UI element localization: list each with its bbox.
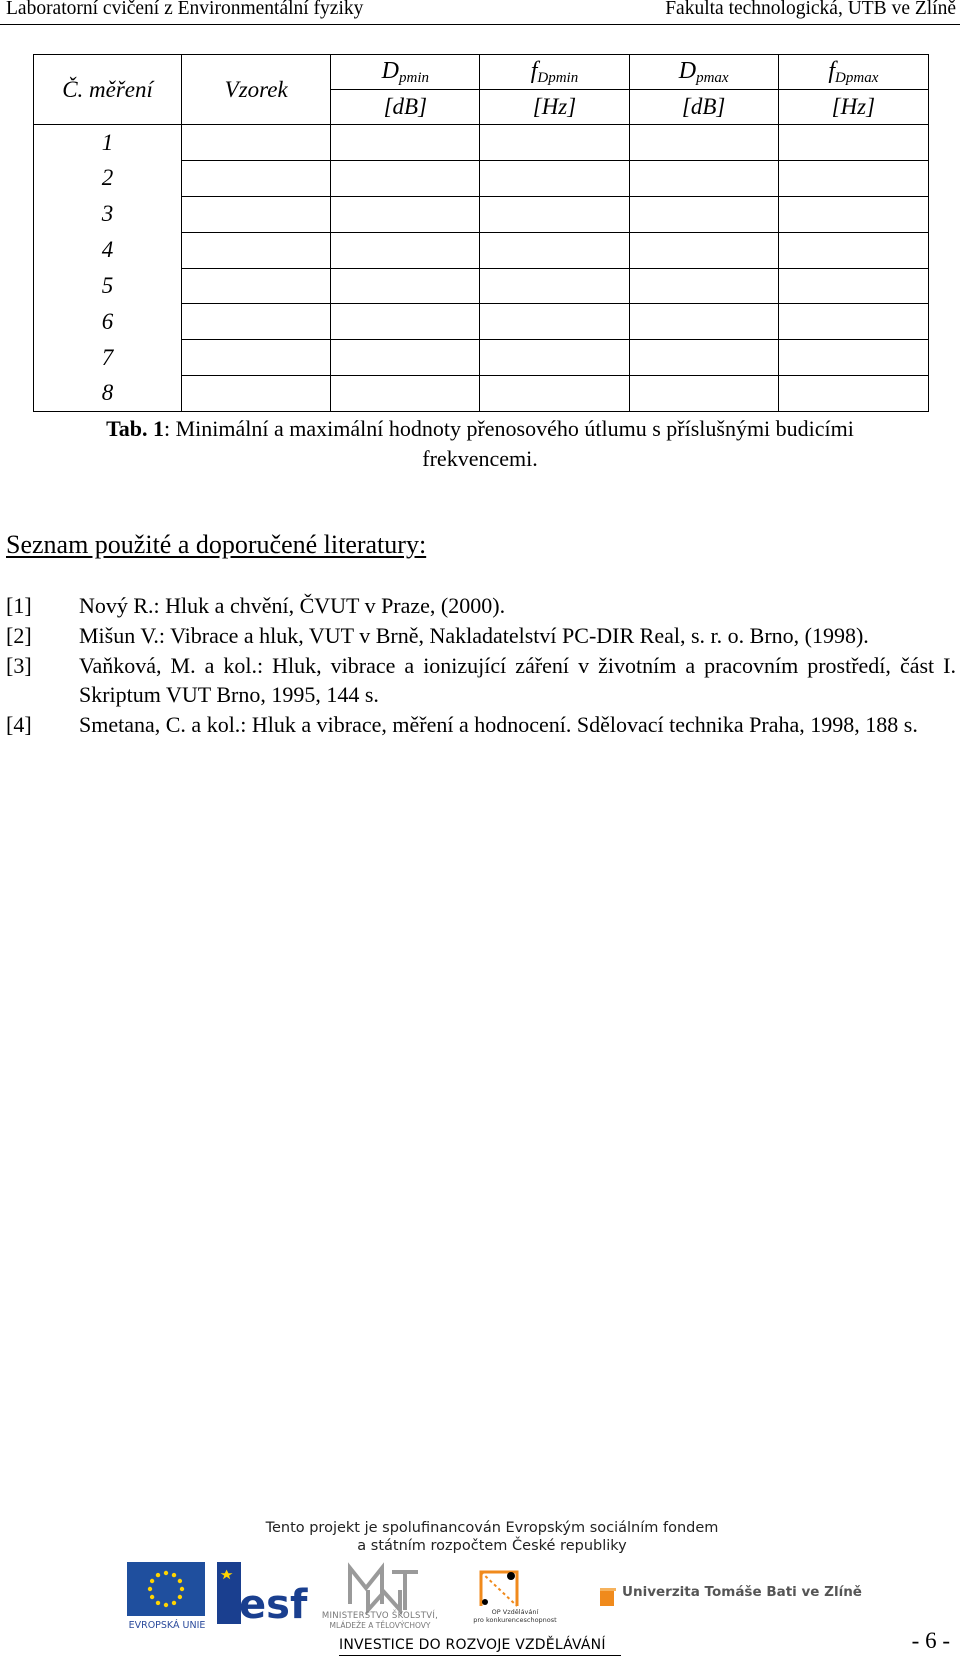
reference-item [6,710,956,739]
caption-text-cont: frekvencemi. [422,446,538,471]
value-cell[interactable] [331,160,480,196]
reference-number: [2] [6,623,32,648]
measurement-number: 8 [34,376,182,412]
utb-logo-mark [598,1586,618,1608]
table-caption [0,414,960,474]
unit-dpmax: [dB] [629,90,778,125]
value-cell[interactable] [629,304,778,340]
value-cell[interactable] [629,125,778,161]
sample-cell[interactable] [182,376,331,412]
measurement-number: 1 [34,125,182,161]
value-cell[interactable] [331,376,480,412]
table-row [34,196,929,232]
page-header [0,0,960,24]
value-cell[interactable] [331,232,480,268]
value-cell[interactable] [331,125,480,161]
reference-number: [4] [6,712,32,737]
op-caption: OP Vzdělávání [491,1608,539,1616]
value-cell[interactable] [778,232,928,268]
value-cell[interactable] [480,304,629,340]
reference-text: Vaňková, M. a kol.: Hluk, vibrace a ionizující záření v životním a pracovním prostředí, část I. Skriptum VUT Brno, 1995, 144 s. [79,653,956,707]
investice-rule [339,1655,621,1656]
table-row [34,268,929,304]
unit-fdpmin: [Hz] [480,90,629,125]
sample-cell[interactable] [182,304,331,340]
unit-fdpmax: [Hz] [778,90,928,125]
table-row [34,340,929,376]
eu-star-icon [178,1579,182,1583]
reference-list [6,591,956,739]
measurement-table [33,54,929,412]
value-cell[interactable] [480,196,629,232]
measurement-number: 3 [34,196,182,232]
table-row [34,160,929,196]
header-course-title: Laboratorní cvičení z Environmentální fyziky [6,0,364,19]
sample-cell[interactable] [182,268,331,304]
header-sample: Vzorek [182,55,331,125]
measurement-number: 6 [34,304,182,340]
value-cell[interactable] [778,125,928,161]
eu-star-icon [156,1601,160,1605]
eu-star-icon [148,1587,152,1591]
value-cell[interactable] [778,196,928,232]
value-cell[interactable] [331,304,480,340]
reference-text: Smetana, C. a kol.: Hluk a vibrace, měření a hodnocení. Sdělovací technika Praha, 1998, 188 s. [79,712,918,737]
value-cell[interactable] [778,304,928,340]
unit-dpmin: [dB] [331,90,480,125]
header-dpmax: $D_{pmax}$ [629,55,778,90]
eu-star-icon [180,1587,184,1591]
value-cell[interactable] [480,160,629,196]
reference-number: [1] [6,593,32,618]
funding-statement: Tento projekt je spolufinancován Evropským sociálním fondem [265,1520,719,1536]
value-cell[interactable] [629,232,778,268]
header-measurement-number: Č. měření [34,55,182,125]
measurement-number: 2 [34,160,182,196]
measurement-number: 4 [34,232,182,268]
reference-item [6,651,956,709]
caption-label: Tab. 1 [106,416,164,441]
reference-number: [3] [6,653,32,678]
value-cell[interactable] [480,232,629,268]
sample-cell[interactable] [182,196,331,232]
sample-cell[interactable] [182,340,331,376]
msmt-caption-cont: MLÁDEŽE A TĚLOVÝCHOVY [329,1621,431,1630]
value-cell[interactable] [331,268,480,304]
eu-star-icon [178,1595,182,1599]
value-cell[interactable] [331,196,480,232]
value-cell[interactable] [629,160,778,196]
eu-star-icon [172,1601,176,1605]
value-cell[interactable] [480,125,629,161]
reference-item [6,591,956,620]
sample-cell[interactable] [182,232,331,268]
utb-name: Univerzita Tomáše Bati ve Zlíně [622,1584,862,1600]
page-number: - 6 - [911,1628,950,1653]
measurement-number: 7 [34,340,182,376]
eu-star-icon [150,1579,154,1583]
eu-star-icon [164,1571,168,1575]
header-fdpmax: $f_{Dpmax}$ [778,55,928,90]
header-fdpmin: $f_{Dpmin}$ [480,55,629,90]
header-dpmin: $D_{pmin}$ [331,55,480,90]
value-cell[interactable] [778,160,928,196]
table-row [34,304,929,340]
reference-text: Nový R.: Hluk a chvění, ČVUT v Praze, (2000). [79,593,506,618]
value-cell[interactable] [629,196,778,232]
msmt-caption: MINISTERSTVO ŠKOLSTVÍ, [321,1611,439,1621]
header-faculty: Fakulta technologická, UTB ve Zlíně [665,0,956,19]
value-cell[interactable] [480,268,629,304]
funding-statement-cont: a státním rozpočtem České republiky [357,1538,627,1554]
value-cell[interactable] [480,340,629,376]
value-cell[interactable] [778,268,928,304]
value-cell[interactable] [331,340,480,376]
value-cell[interactable] [629,376,778,412]
table-row [34,125,929,161]
sample-cell[interactable] [182,160,331,196]
eu-caption: EVROPSKÁ UNIE [128,1620,206,1631]
value-cell[interactable] [629,340,778,376]
table-row [34,376,929,412]
eu-star-icon [164,1603,168,1607]
literature-heading: Seznam použité a doporučené literatury: [6,530,427,559]
esf-logo [217,1562,308,1628]
table-row [34,232,929,268]
svg-text:esf: esf [239,1582,308,1628]
reference-text: Mišun V.: Vibrace a hluk, VUT v Brně, Nakladatelství PC-DIR Real, s. r. o. Brno, (1998). [79,623,869,648]
eu-star-icon [150,1595,154,1599]
investice-tagline: INVESTICE DO ROZVOJE VZDĚLÁVÁNÍ [339,1637,606,1653]
reference-item [6,621,956,650]
sample-cell[interactable] [182,125,331,161]
measurement-number: 5 [34,268,182,304]
eu-star-icon [156,1573,160,1577]
value-cell[interactable] [778,376,928,412]
value-cell[interactable] [629,268,778,304]
value-cell[interactable] [778,340,928,376]
op-caption-cont: pro konkurenceschopnost [473,1616,557,1624]
caption-text: : Minimální a maximální hodnoty přenosového útlumu s příslušnými budicími [163,416,854,441]
value-cell[interactable] [480,376,629,412]
header-rule [0,24,960,25]
eu-star-icon [172,1573,176,1577]
